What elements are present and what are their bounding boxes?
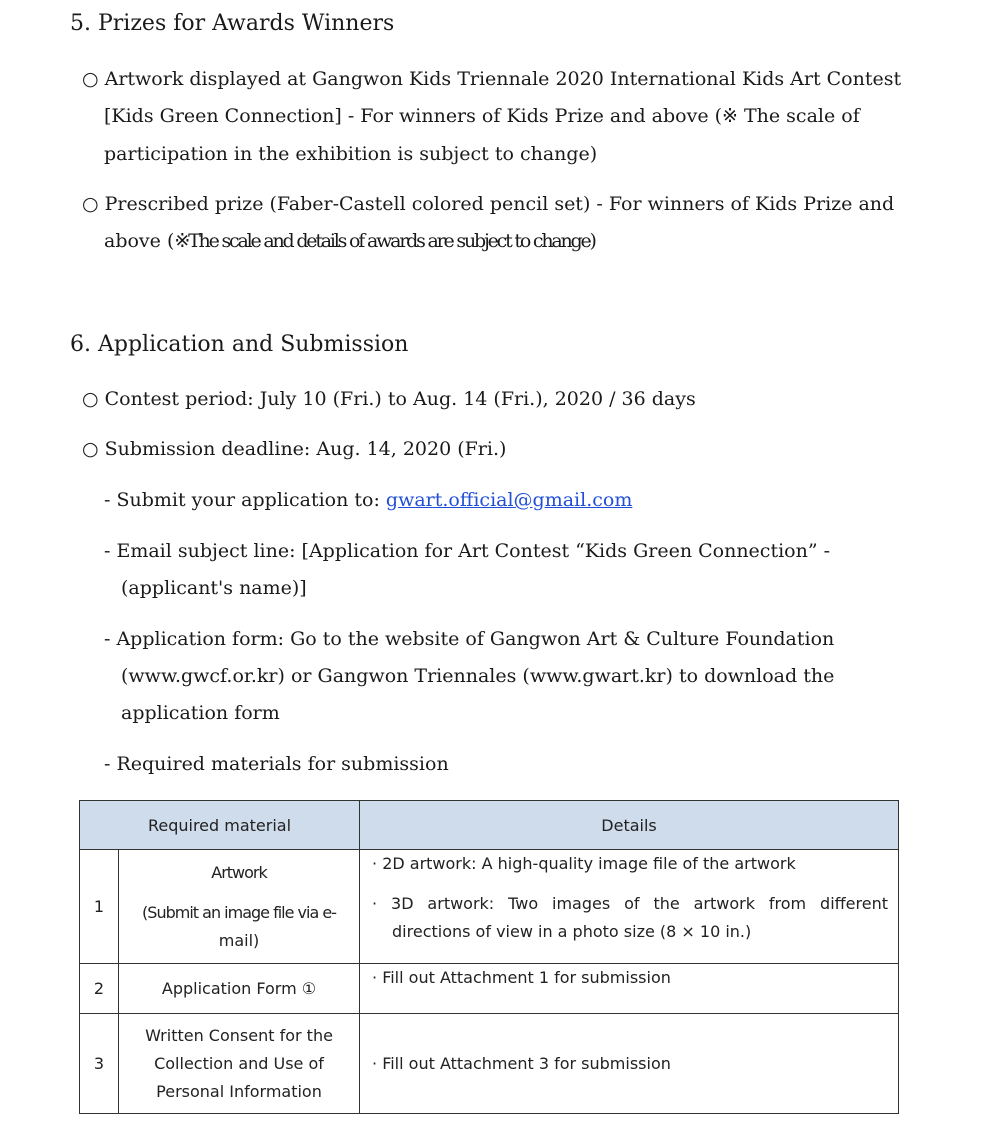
circle-bullet-icon: ○ [82,68,99,90]
row-number: 1 [80,850,119,964]
row-number: 2 [80,964,119,1014]
form-line-1: - Application form: Go to the website of Gangwon Art & Culture Foundation [104,628,835,650]
material-cell: Written Consent for the Collection and Use of Personal Information [119,1014,360,1114]
prize-item-2-note: ※The scale and details of awards are subject to change) [174,230,595,252]
section-6-heading: 6. Application and Submission [70,332,409,357]
circle-bullet-icon: ○ [82,193,99,215]
contest-period: ○ Contest period: July 10 (Fri.) to Aug. 14 (Fri.), 2020 / 36 days [82,388,696,410]
material-cell: Application Form ① [119,964,360,1014]
prize-item-2-line2: above (※The scale and details of awards are subject to change) [104,230,595,252]
header-details: Details [360,801,899,850]
circle-bullet-icon: ○ [82,438,99,460]
header-required-material: Required material [80,801,360,850]
prize-item-1-text: Artwork displayed at Gangwon Kids Triennale 2020 International Kids Art Contest [104,68,902,90]
material-cell: Artwork (Submit an image file via e- mail) [119,850,360,964]
form-line-3: application form [121,702,280,724]
submit-to-line: - Submit your application to: gwart.official@gmail.com [104,489,633,511]
prize-item-2-line1 [82,193,894,215]
prize-item-1-line1 [82,68,901,90]
section-5-heading: 5. Prizes for Awards Winners [70,11,395,36]
form-line-2: (www.gwcf.or.kr) or Gangwon Triennales (www.gwart.kr) to download the [121,665,835,687]
circle-bullet-icon: ○ [82,388,99,410]
submission-deadline: ○ Submission deadline: Aug. 14, 2020 (Fri.) [82,438,507,460]
table-header-row [80,801,899,850]
subject-line-1: - Email subject line: [Application for Art Contest “Kids Green Connection” - [104,540,830,562]
email-link[interactable]: gwart.official@gmail.com [385,489,633,511]
row-number: 3 [80,1014,119,1114]
materials-label: - Required materials for submission [104,753,449,775]
table-row [80,1014,899,1114]
details-cell: · 2D artwork: A high-quality image file of the artwork · 3D artwork: Two images of the artwork from different directions of view in a photo size (8 × 10 in.) [360,850,899,964]
details-cell: · Fill out Attachment 3 for submission [360,1014,899,1114]
required-materials-table [79,800,899,1114]
table-row [80,850,899,964]
subject-line-2: (applicant's name)] [121,577,307,599]
prize-item-1-line2: [Kids Green Connection] - For winners of Kids Prize and above (※ The scale of [104,105,860,127]
details-cell: · Fill out Attachment 1 for submission [360,964,899,1014]
prize-item-2-text: Prescribed prize (Faber-Castell colored pencil set) - For winners of Kids Prize and [104,193,895,215]
table-row [80,964,899,1014]
prize-item-1-line3: participation in the exhibition is subject to change) [104,143,598,165]
